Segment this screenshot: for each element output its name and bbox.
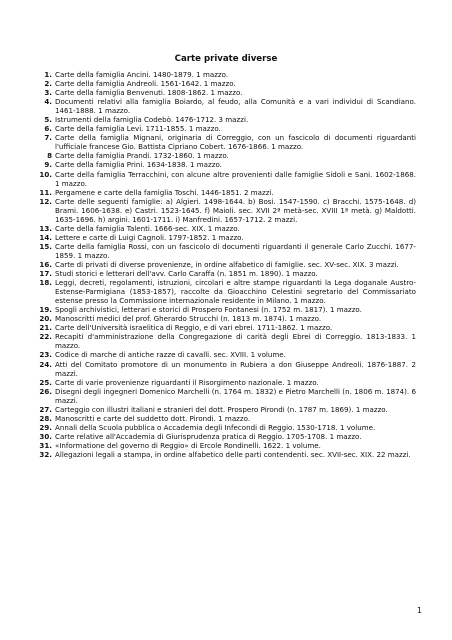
entry-text: Carte della famiglia Benvenuti. 1808-1862. 1 mazzo. [55, 88, 243, 98]
list-item [36, 323, 416, 332]
list-item [36, 79, 416, 88]
entry-number: 17. [39, 269, 52, 279]
entry-text: Istrumenti della famiglia Codebò. 1476-1712. 3 mazzi. [55, 115, 249, 125]
entry-text: Carteggio con illustri italiani e stranieri del dott. Prospero Pirondi (n. 1787 m. 1869). 1 mazzo. [55, 404, 388, 414]
list-item [36, 314, 416, 323]
list-item [36, 260, 416, 269]
entry-text: Spogli archivistici, letterari e storici di Prospero Fontanesi (n. 1752 m. 1817). 1 mazzo. [55, 305, 362, 315]
entry-text: Carte della famiglia Prini. 1634-1838. 1 mazzo. [55, 160, 222, 170]
list-item [36, 197, 416, 224]
list-item [36, 278, 416, 305]
entry-number: 9. [44, 160, 52, 170]
entry-text: Recapiti d'amministrazione della Congregazione di carità degli Ebrei di Correggio. 1813-1833. 1 mazzo. [55, 332, 416, 351]
list-item [36, 441, 416, 450]
list-item [36, 88, 416, 97]
entry-text: Carte della famiglia Prandi. 1732-1860. 1 mazzo. [55, 151, 229, 161]
list-item [36, 405, 416, 414]
list-item [36, 450, 416, 459]
entry-number: 10. [39, 169, 52, 179]
entry-number: 20. [39, 314, 52, 324]
page-title: Carte private diverse [174, 54, 278, 64]
entry-number: 7. [44, 133, 52, 143]
list-item [36, 124, 416, 133]
entry-number: 27. [39, 404, 52, 414]
entry-number: 23. [39, 350, 52, 360]
entry-text: Annali della Scuola pubblica o Accademia degli Infecondi di Reggio. 1530-1718. 1 volume. [55, 422, 376, 432]
entry-text: Manoscritti medici del prof. Gherardo Strucchi (n. 1813 m. 1874). 1 mazzo. [55, 314, 322, 324]
list-item [36, 233, 416, 242]
entry-text: Documenti relativi alla famiglia Boiardo, al feudo, alla Comunità e a vari individui di Scandiano. 1461-1888. 1 mazzo. [55, 97, 416, 116]
entry-text: Atti del Comitato promotore di un monumento in Rubiera a don Giuseppe Andreoli. 1876-1887. 2 mazzi. [55, 359, 416, 378]
entry-text: Allegazioni legali a stampa, in ordine alfabetico delle parti contendenti. sec. XVII-sec. XIX. 22 mazzi. [55, 449, 411, 459]
entry-number: 15. [39, 241, 52, 251]
list-item [36, 70, 416, 79]
entry-text: Carte della famiglia Levi. 1711-1855. 1 mazzo. [55, 124, 221, 134]
entry-text: «Informatione del governo di Reggio» di Ercole Rondinelli. 1622. 1 volume. [55, 440, 321, 450]
entry-text: Disegni degli ingegneri Domenico Marchelli (n. 1764 m. 1832) e Pietro Marchelli (n. 1806 m. 1874). 6 mazzi. [55, 386, 416, 405]
list-item [36, 360, 416, 378]
list-item [36, 224, 416, 233]
entry-text: Codice di marche di antiche razze di cavalli. sec. XVIII. 1 volume. [55, 350, 286, 360]
entry-text: Pergamene e carte della famiglia Toschi. 1446-1851. 2 mazzi. [55, 187, 274, 197]
entry-number: 25. [39, 377, 52, 387]
entry-number: 24. [39, 359, 52, 369]
entry-number: 28. [39, 413, 52, 423]
list-item [36, 242, 416, 260]
list-item [36, 414, 416, 423]
entry-number: 14. [39, 232, 52, 242]
entry-list [36, 70, 416, 459]
list-item [36, 269, 416, 278]
list-item [36, 160, 416, 169]
entry-number: 18. [39, 278, 52, 288]
list-item [36, 305, 416, 314]
entry-text: Carte di varie provenienze riguardanti il Risorgimento nazionale. 1 mazzo. [55, 377, 319, 387]
list-item [36, 188, 416, 197]
entry-text: Leggi, decreti, regolamenti, istruzioni, circolari e altre stampe riguardanti la Lega doganale Austro-Estense-Parmigiana (1853-1857), raccolte da Gioacchino Celestini segretario del Commissariato estense presso la Commissione internazionale residente in Milano. 1 mazzo. [55, 278, 416, 306]
entry-text: Manoscritti e carte del suddetto dott. Pirondi. 1 mazzo. [55, 413, 251, 423]
entry-number: 13. [39, 223, 52, 233]
entry-text: Studi storici e letterari dell'avv. Carlo Caraffa (n. 1851 m. 1890). 1 mazzo. [55, 269, 318, 279]
entry-text: Carte relative all'Accademia di Giurisprudenza pratica di Reggio. 1705-1708. 1 mazzo. [55, 431, 362, 441]
entry-number: 6. [44, 124, 52, 134]
entry-number: 26. [39, 386, 52, 396]
list-item [36, 170, 416, 188]
entry-number: 21. [39, 323, 52, 333]
entry-text: Carte dell'Università israelitica di Reggio, e di vari ebrei. 1711-1862. 1 mazzo. [55, 323, 333, 333]
entry-number: 16. [39, 259, 52, 269]
list-item [36, 151, 416, 160]
entry-text: Carte della famiglia Rossi, con un fascicolo di documenti riguardanti il generale Carlo Zucchi. 1677-1859. 1 mazzo. [55, 241, 416, 260]
entry-number: 29. [39, 422, 52, 432]
entry-number: 1. [44, 70, 52, 79]
entry-text: Carte della famiglia Mignani, originaria di Correggio, con un fascicolo di documenti riguardanti l'ufficiale francese Gio. Battista Cipriano Cobert. 1676-1866. 1 mazzo. [55, 133, 416, 152]
entry-number: 19. [39, 305, 52, 315]
entry-number: 12. [39, 196, 52, 206]
list-item [36, 350, 416, 359]
entry-text: Carte della famiglia Talenti. 1666-sec. XIX. 1 mazzo. [55, 223, 240, 233]
entry-number: 30. [39, 431, 52, 441]
entry-text: Lettere e carte di Luigi Cagnoli. 1797-1852. 1 mazzo. [55, 232, 244, 242]
entry-text: Carte di privati di diverse provenienze, in ordine alfabetico di famiglie. sec. XV-sec. XIX. 3 mazzi. [55, 259, 399, 269]
entry-text: Carte della famiglia Andreoli. 1561-1642. 1 mazzo. [55, 79, 236, 89]
entry-text: Carte della famiglia Terracchini, con alcune altre provenienti dalle famiglie Sidoli e Sani. 1602-1868. 1 mazzo. [55, 169, 416, 188]
list-item [36, 133, 416, 151]
list-item [36, 387, 416, 405]
entry-number: 11. [39, 187, 52, 197]
entry-number: 22. [39, 332, 52, 342]
list-item [36, 432, 416, 441]
page-number: 1 [416, 606, 422, 615]
entry-text: Carte delle seguenti famiglie: a) Algieri. 1498-1644. b) Bosi. 1547-1590. c) Bracchi. 1575-1648. d) Brami. 1606-1638. e) Castri. 1523-1645. f) Maioli. sec. XVII 2ª metà-sec. XVIII 1ª metà. g) Maldotti. 1635-1696. h) argini. 1601-1711. i) Manfredini. 1657-1712. 2 mazzi. [55, 196, 416, 224]
entry-number: 5. [44, 115, 52, 125]
entry-number: 3. [44, 88, 52, 98]
entry-text: Carte della famiglia Ancini. 1480-1879. 1 mazzo. [55, 70, 229, 79]
entry-number: 31. [39, 440, 52, 450]
entry-number: 2. [44, 79, 52, 89]
list-item [36, 332, 416, 350]
list-item [36, 378, 416, 387]
entry-number: 4. [44, 97, 52, 107]
list-item [36, 97, 416, 115]
list-item [36, 423, 416, 432]
entry-number: 8 [47, 151, 52, 161]
list-item [36, 115, 416, 124]
entry-number: 32. [39, 449, 52, 459]
